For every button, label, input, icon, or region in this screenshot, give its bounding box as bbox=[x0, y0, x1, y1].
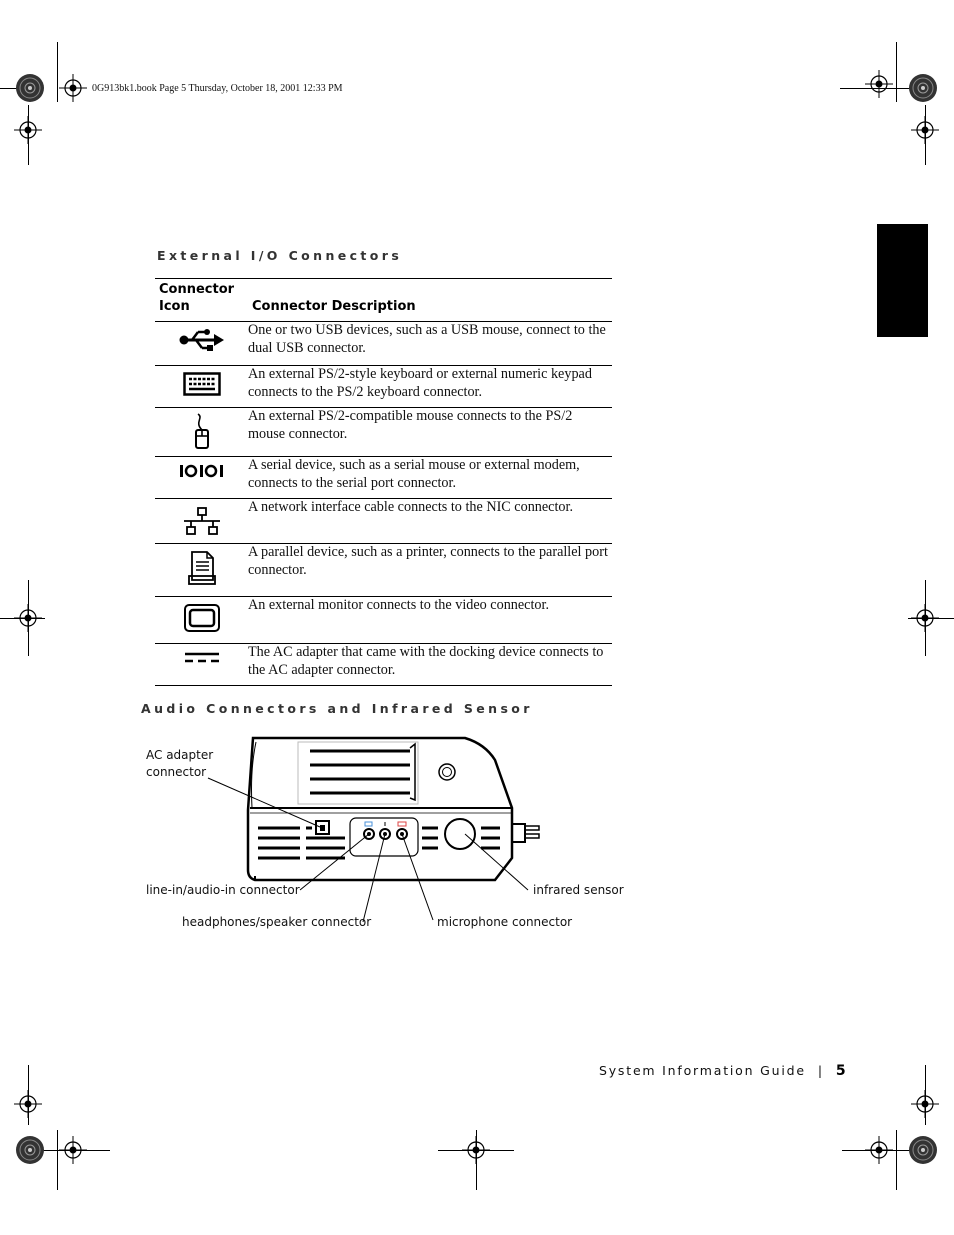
icon-cell bbox=[155, 457, 248, 499]
connector-description: An external PS/2-compatible mouse connects to the PS/2 mouse connector. bbox=[248, 408, 573, 442]
table-row bbox=[155, 366, 612, 408]
table-row bbox=[155, 322, 612, 366]
icon-cell bbox=[155, 644, 248, 686]
connector-description: A network interface cable connects to the NIC connector. bbox=[248, 499, 574, 515]
column-header-icon: Connector Icon bbox=[159, 282, 235, 314]
label-line-in: line-in/audio-in connector bbox=[146, 883, 300, 897]
starburst-mark bbox=[909, 74, 937, 102]
crosshair-mark bbox=[59, 1136, 87, 1164]
mouse-icon bbox=[192, 412, 212, 450]
table-row bbox=[155, 544, 612, 597]
footer-separator: | bbox=[817, 1063, 824, 1078]
parallel-printer-icon bbox=[187, 550, 217, 586]
starburst-mark bbox=[16, 1136, 44, 1164]
crosshair-mark bbox=[14, 116, 42, 144]
crosshair-mark bbox=[14, 604, 42, 632]
table-row bbox=[155, 408, 612, 457]
connector-description: A parallel device, such as a printer, connects to the parallel port connector. bbox=[248, 544, 608, 578]
column-header-description: Connector Description bbox=[252, 299, 416, 314]
footer-title: System Information Guide bbox=[599, 1063, 806, 1078]
starburst-mark bbox=[909, 1136, 937, 1164]
chapter-thumb-tab bbox=[877, 224, 928, 337]
label-ac-adapter: AC adapter connector bbox=[146, 748, 214, 779]
crosshair-mark bbox=[865, 70, 893, 98]
crosshair-mark bbox=[462, 1136, 490, 1164]
connector-description: A serial device, such as a serial mouse or external modem, connects to the serial port connector. bbox=[248, 457, 580, 491]
connector-description: One or two USB devices, such as a USB mouse, connect to the dual USB connector. bbox=[248, 322, 606, 356]
usb-icon bbox=[178, 328, 226, 352]
icon-cell bbox=[155, 366, 248, 408]
crosshair-mark bbox=[911, 604, 939, 632]
label-microphone: microphone connector bbox=[437, 915, 573, 929]
connector-table bbox=[155, 278, 612, 686]
crosshair-mark bbox=[14, 1090, 42, 1118]
table-header-row bbox=[155, 279, 612, 322]
connector-description: The AC adapter that came with the docking device connects to the AC adapter connector. bbox=[248, 644, 604, 678]
starburst-mark bbox=[16, 74, 44, 102]
connector-description: An external PS/2-style keyboard or external numeric keypad connects to the PS/2 keyboard connector. bbox=[248, 366, 592, 400]
monitor-video-icon bbox=[183, 603, 221, 633]
icon-cell bbox=[155, 408, 248, 457]
table-row bbox=[155, 644, 612, 686]
page-number: 5 bbox=[835, 1063, 846, 1079]
network-icon bbox=[184, 507, 220, 537]
crosshair-mark bbox=[59, 74, 87, 102]
crosshair-mark bbox=[911, 116, 939, 144]
section-title-external-io: External I/O Connectors bbox=[157, 248, 403, 263]
label-infrared: infrared sensor bbox=[533, 883, 624, 897]
dc-power-icon bbox=[184, 652, 220, 664]
keyboard-icon bbox=[183, 372, 221, 396]
serial-port-icon bbox=[178, 462, 226, 480]
crosshair-mark bbox=[911, 1090, 939, 1118]
table-row bbox=[155, 499, 612, 544]
table-row bbox=[155, 457, 612, 499]
icon-cell bbox=[155, 597, 248, 644]
icon-cell bbox=[155, 322, 248, 366]
connector-description: An external monitor connects to the video connector. bbox=[248, 597, 549, 613]
print-header: 0G913bk1.book Page 5 Thursday, October 18, 2001 12:33 PM bbox=[92, 83, 343, 94]
label-headphones: headphones/speaker connector bbox=[182, 915, 372, 929]
section-title-audio: Audio Connectors and Infrared Sensor bbox=[141, 701, 533, 716]
crosshair-mark bbox=[865, 1136, 893, 1164]
icon-cell bbox=[155, 544, 248, 597]
page-footer bbox=[599, 1062, 846, 1080]
icon-cell bbox=[155, 499, 248, 544]
table-row bbox=[155, 597, 612, 644]
